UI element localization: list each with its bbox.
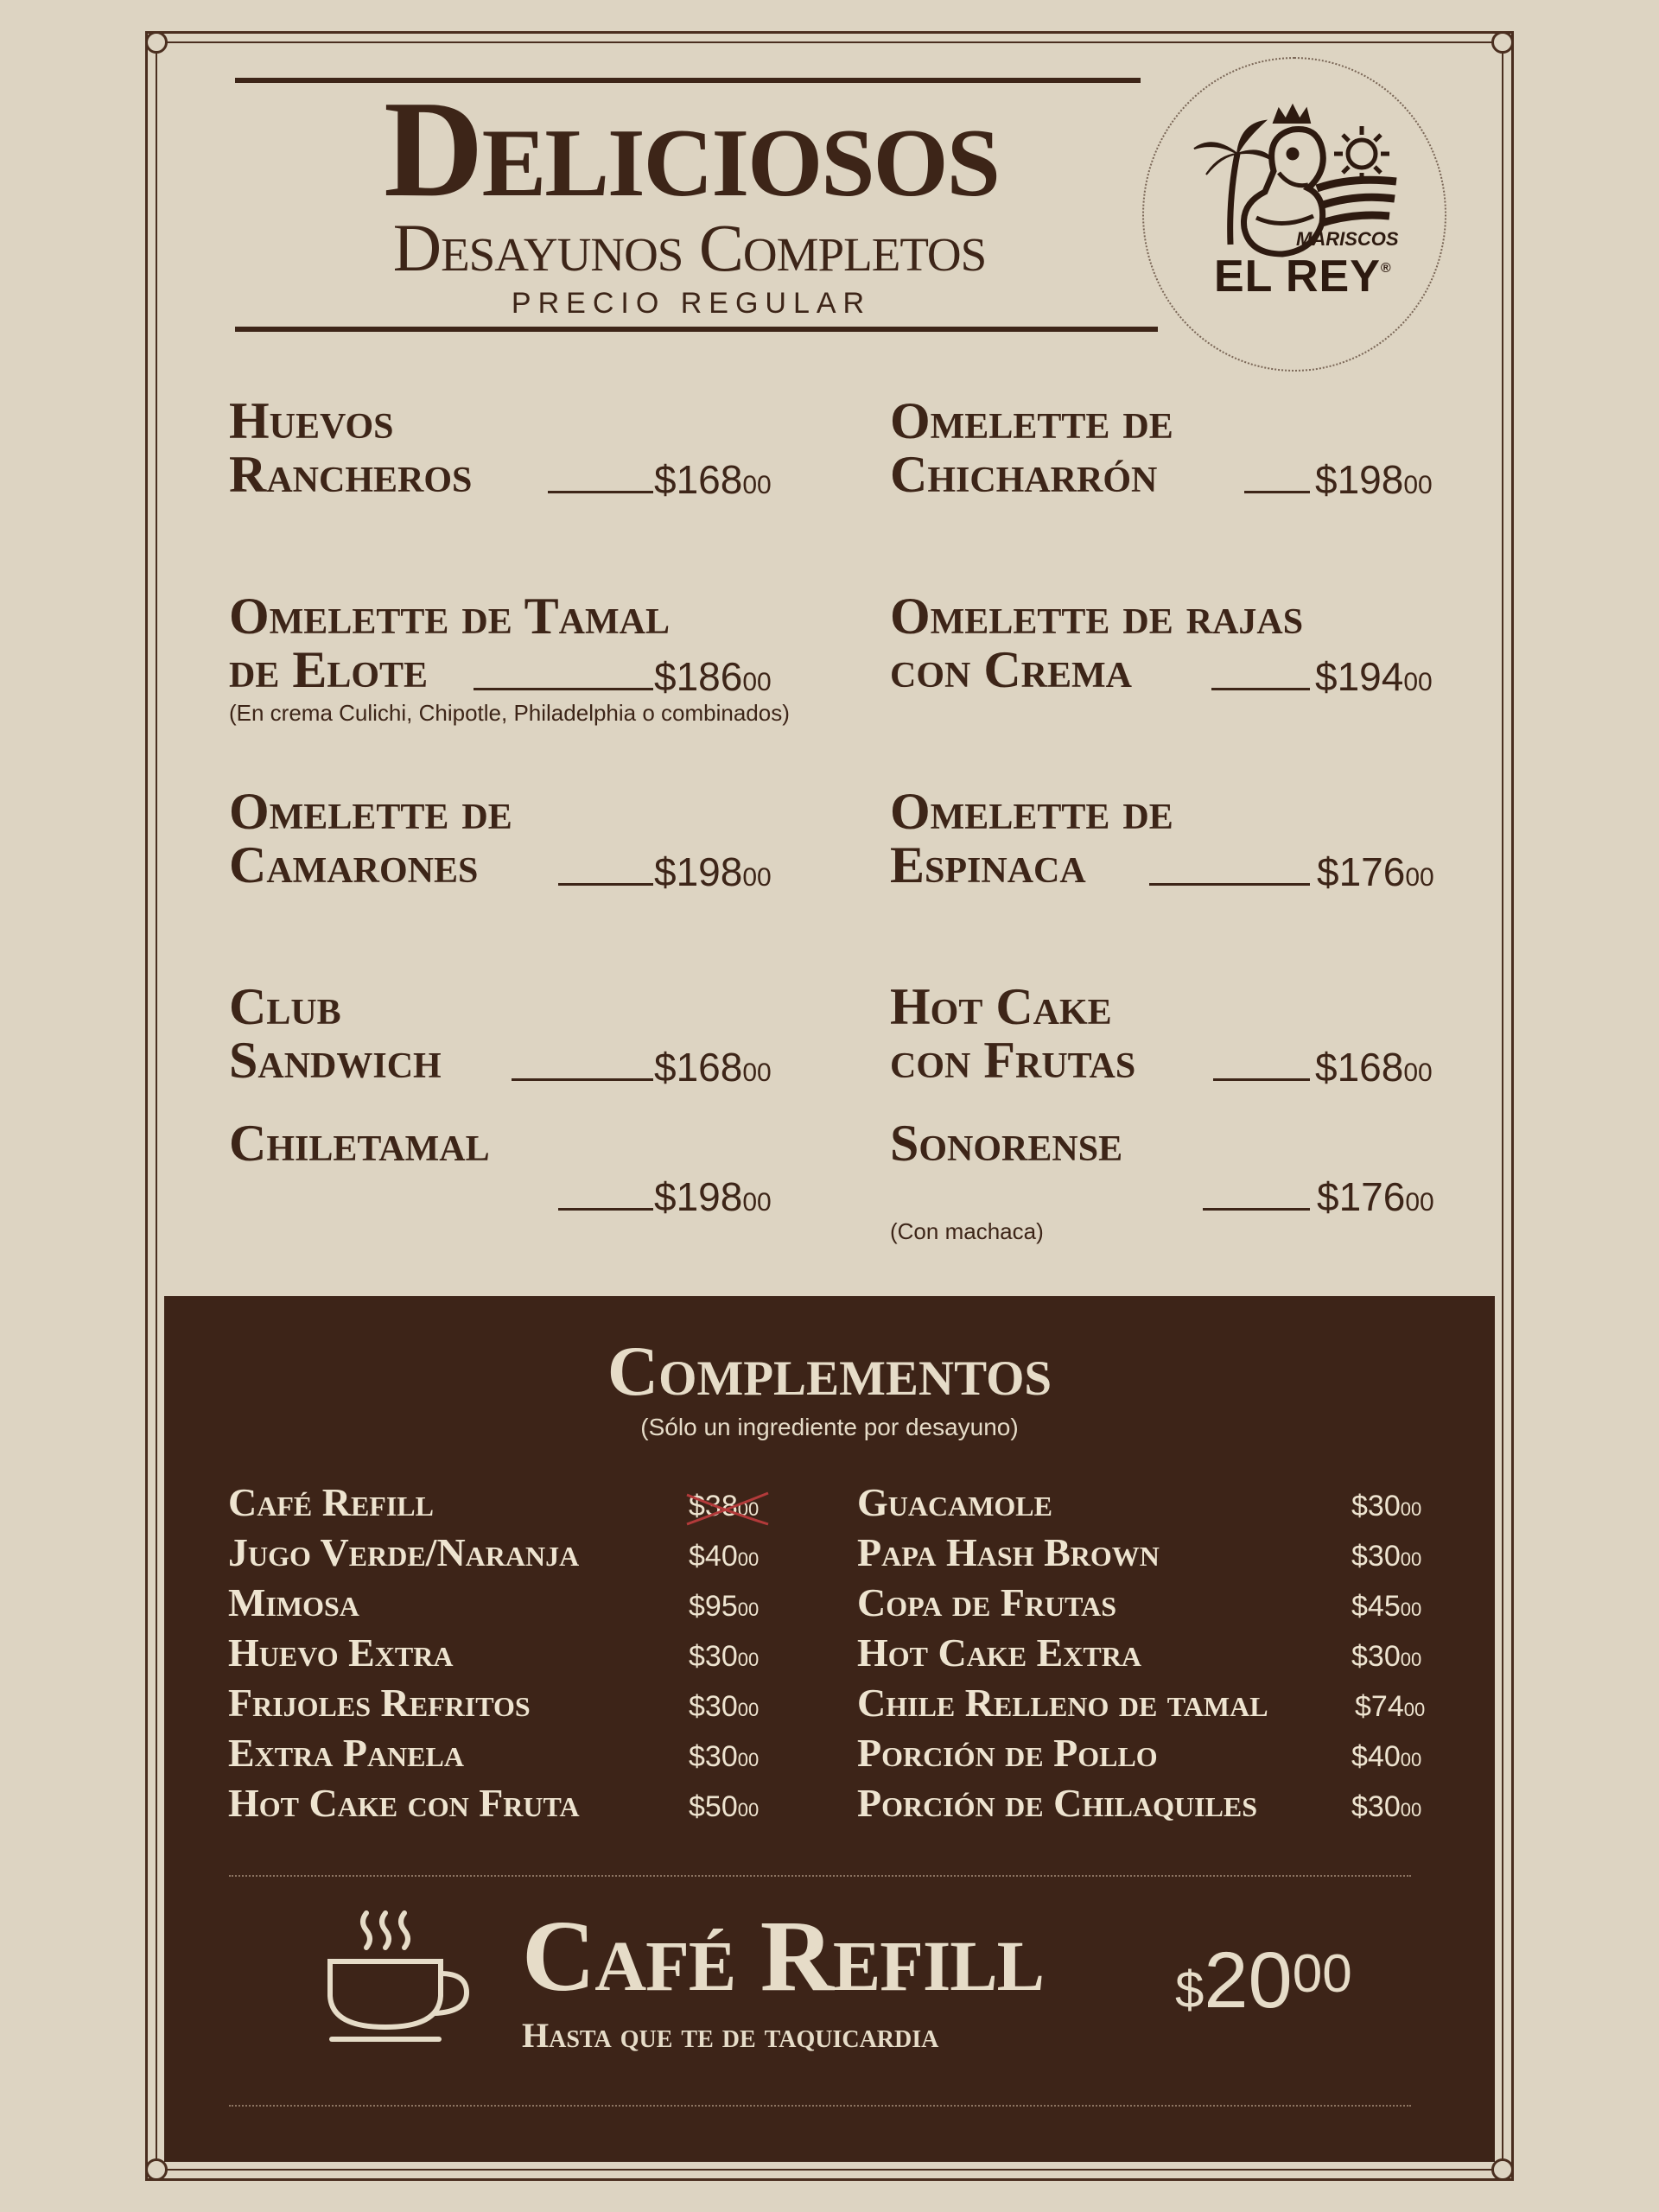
complement-item: Mimosa: [228, 1580, 359, 1624]
complement-item: Frijoles Refritos: [228, 1681, 531, 1725]
menu-item-club-sandwich: Club Sandwich: [229, 978, 442, 1089]
complement-price: $5000: [689, 1790, 760, 1823]
menu-item-huevos-rancheros: Huevos Rancheros: [229, 392, 473, 503]
price-leader: [1213, 1078, 1310, 1081]
menu-price: $18600: [654, 654, 772, 699]
complement-price: $4000: [689, 1540, 760, 1573]
complement-price-struck: $3800: [689, 1490, 759, 1523]
menu-price: $17600: [1317, 849, 1434, 894]
menu-price: $19400: [1315, 654, 1433, 699]
menu-price: $19800: [1315, 457, 1433, 502]
menu-item-chiletamal: Chiletamal: [229, 1115, 490, 1172]
complement-item: Extra Panela: [228, 1731, 464, 1775]
price-leader: [558, 1208, 653, 1211]
menu-price: $17600: [1317, 1174, 1434, 1219]
complement-price: $3000: [1351, 1490, 1422, 1522]
menu-price: $19800: [654, 1174, 772, 1219]
complement-item: Porción de Chilaquiles: [857, 1781, 1258, 1825]
corner-ornament: [145, 31, 168, 54]
complement-item: Café Refill: [228, 1480, 434, 1524]
price-leader: [1244, 491, 1310, 493]
refill-subtitle: Hasta que te de taquicardia: [522, 2016, 939, 2055]
complement-price: $3000: [1351, 1540, 1422, 1573]
refill-title: Café Refill: [522, 1899, 1045, 2012]
menu-price: $16800: [1315, 1045, 1433, 1090]
complement-item: Papa Hash Brown: [857, 1530, 1160, 1574]
menu-item-omelette-espinaca: Omelette de Espinaca: [890, 783, 1173, 893]
shrimp-logo-icon: [1144, 59, 1448, 373]
menu-price: $16800: [654, 1045, 772, 1090]
header-rule-bottom: [235, 327, 1158, 332]
menu-item-omelette-tamal: Omelette de Tamal de Elote: [229, 588, 670, 698]
complement-price: $4500: [1351, 1590, 1422, 1623]
complement-price: $3000: [1351, 1790, 1422, 1823]
complement-price: $3000: [689, 1740, 760, 1773]
page-subtitle: Desayunos Completos: [392, 210, 987, 285]
complement-price: $3000: [689, 1640, 760, 1673]
menu-price: $16800: [654, 457, 772, 502]
price-leader: [548, 491, 653, 493]
price-leader: [558, 883, 653, 886]
complementos-subtitle: (Sólo un ingrediente por desayuno): [640, 1414, 1019, 1440]
page-title: Deliciosos: [384, 72, 999, 226]
complement-item: Copa de Frutas: [857, 1580, 1117, 1624]
price-label: PRECIO REGULAR: [511, 287, 872, 320]
divider: [229, 1875, 1411, 1877]
price-leader: [1203, 1208, 1310, 1211]
menu-item-omelette-rajas: Omelette de rajas con Crema: [890, 588, 1304, 698]
complement-price: $3000: [689, 1690, 760, 1723]
price-leader: [474, 688, 653, 690]
complement-price: $4000: [1351, 1740, 1422, 1773]
complement-item: Hot Cake Extra: [857, 1630, 1141, 1675]
menu-item-omelette-chicharron: Omelette de Chicharrón: [890, 392, 1173, 503]
menu-note: (En crema Culichi, Chipotle, Philadelphia o combinados): [229, 700, 790, 726]
menu-price: $19800: [654, 849, 772, 894]
price-leader: [512, 1078, 653, 1081]
price-leader: [1149, 883, 1310, 886]
logo: [1142, 57, 1446, 372]
menu-note: (Con machaca): [890, 1218, 1044, 1244]
complement-item: Chile Relleno de tamal: [857, 1681, 1268, 1725]
price-leader: [1211, 688, 1310, 690]
logo-subtext: MARISCOS: [1296, 228, 1399, 250]
divider: [229, 2105, 1411, 2107]
complement-item: Hot Cake con Fruta: [228, 1781, 580, 1825]
logo-name: EL REY®: [1214, 251, 1392, 302]
corner-ornament: [1491, 31, 1514, 54]
complement-item: Huevo Extra: [228, 1630, 454, 1675]
menu-item-sonorense: Sonorense: [890, 1115, 1123, 1172]
coffee-cup-icon: [325, 1906, 480, 2046]
complement-price: $9500: [689, 1590, 760, 1623]
strikethrough-mark: [682, 1486, 777, 1529]
complement-item: Guacamole: [857, 1480, 1052, 1524]
complementos-title: Complementos: [607, 1332, 1052, 1410]
complement-item: Jugo Verde/Naranja: [228, 1530, 580, 1574]
complement-price: $3000: [1351, 1640, 1422, 1673]
menu-item-hot-cake-frutas: Hot Cake con Frutas: [890, 978, 1136, 1089]
complement-item: Porción de Pollo: [857, 1731, 1158, 1775]
refill-price: $2000: [1175, 1936, 1352, 2024]
complement-price: $7400: [1355, 1690, 1426, 1723]
menu-item-omelette-camarones: Omelette de Camarones: [229, 783, 512, 893]
